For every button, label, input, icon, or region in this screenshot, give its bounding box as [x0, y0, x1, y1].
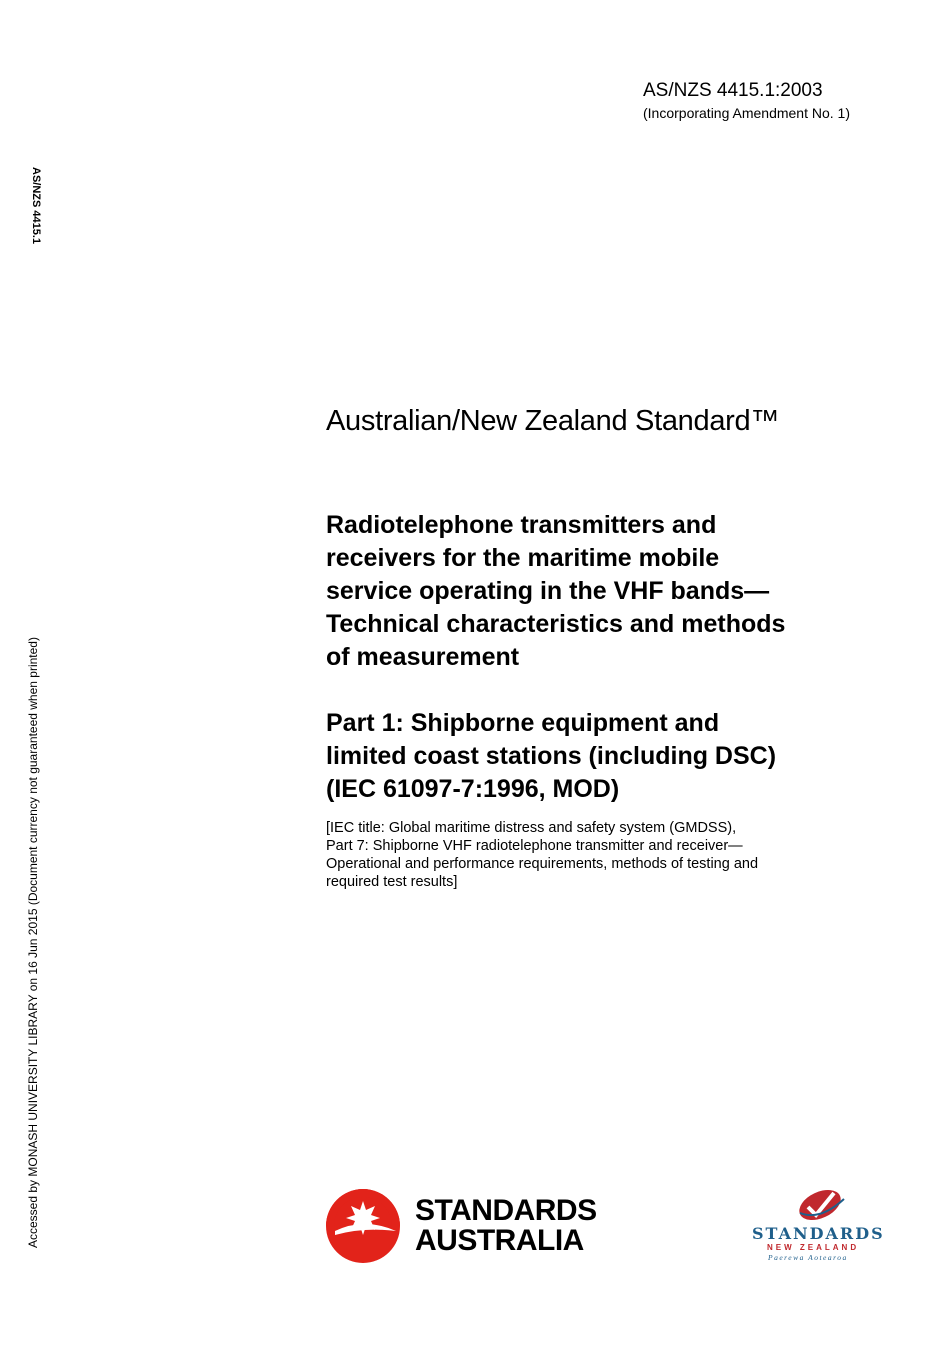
part-line: (IEC 61097-7:1996, MOD): [326, 775, 620, 803]
part-title: [326, 707, 886, 806]
iec-line: Operational and performance requirements, methods of testing and: [326, 856, 759, 872]
title-line: service operating in the VHF bands—: [326, 577, 770, 605]
title-line: Radiotelephone transmitters and: [326, 511, 717, 539]
part-line: limited coast stations (including DSC): [326, 742, 777, 770]
iec-line: Part 7: Shipborne VHF radiotelephone transmitter and receiver—: [326, 838, 743, 854]
fern-leaf-icon: [795, 1185, 846, 1226]
part-line: Part 1: Shipborne equipment and: [326, 709, 720, 737]
title-line: of measurement: [326, 643, 520, 671]
snz-maori-name: Paerewa Aotearoa: [768, 1253, 848, 1262]
iec-line: required test results]: [326, 874, 458, 890]
document-title: [326, 509, 886, 674]
amendment-note: (Incorporating Amendment No. 1): [643, 105, 850, 121]
title-line: receivers for the maritime mobile: [326, 544, 720, 572]
iec-line: [IEC title: Global maritime distress and safety system (GMDSS),: [326, 820, 737, 836]
series-heading: Australian/New Zealand Standard™: [326, 405, 780, 437]
sa-line2: AUSTRALIA: [415, 1224, 584, 1257]
snz-subtitle: NEW ZEALAND: [767, 1243, 860, 1252]
access-note: Accessed by MONASH UNIVERSITY LIBRARY on 16 Jun 2015 (Document currency not guaranteed when printed): [26, 637, 40, 1248]
snz-wordmark: STANDARDS: [752, 1224, 885, 1243]
sa-line1: STANDARDS: [415, 1194, 597, 1227]
star-icon: [346, 1201, 380, 1235]
title-line: Technical characteristics and methods: [326, 610, 786, 638]
standards-australia-wordmark: [415, 1196, 597, 1256]
iec-title-note: [326, 819, 846, 891]
standard-number: AS/NZS 4415.1:2003: [643, 80, 823, 101]
spine-label: AS/NZS 4415.1: [30, 167, 42, 245]
